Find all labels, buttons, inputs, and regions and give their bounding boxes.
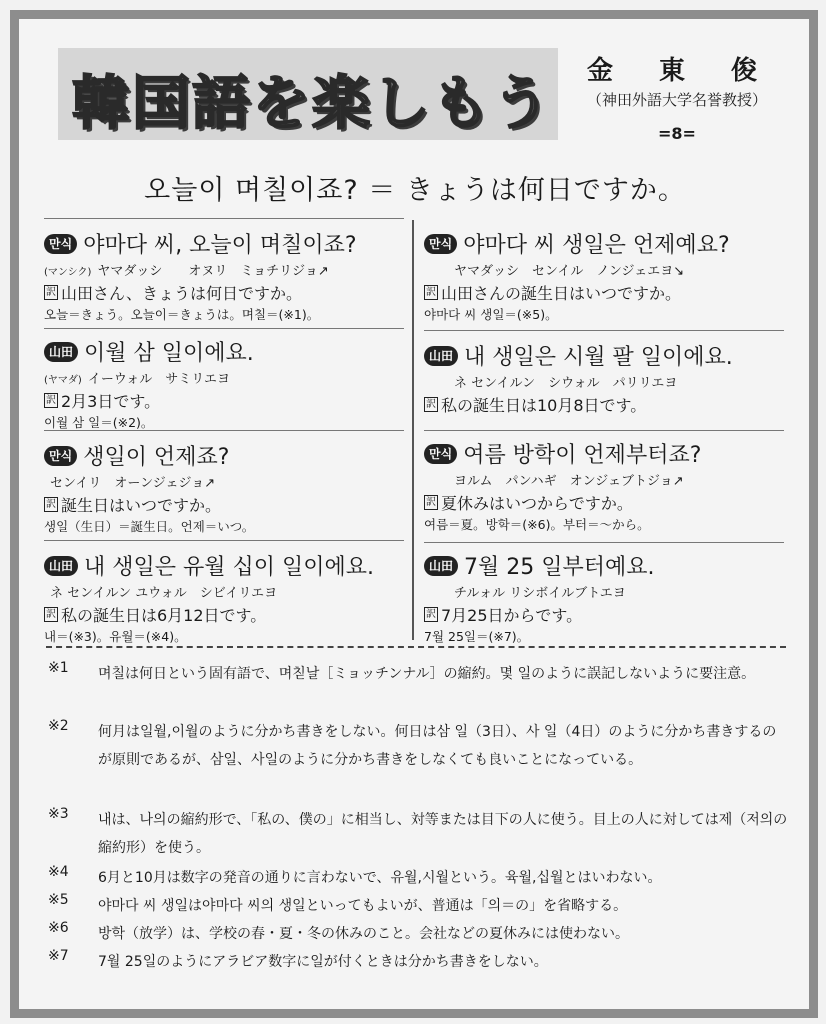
japanese-translation: 7月25日からです。: [441, 606, 583, 625]
footnote: [48, 718, 788, 774]
japanese-translation: 山田さん、きょうは何日ですか。: [61, 284, 302, 303]
vocab-note: 7월 25일＝(※7)。: [424, 629, 530, 644]
dialogue-block: [424, 438, 784, 533]
vocab-note: 내＝(※3)。유월＝(※4)。: [44, 629, 187, 644]
dialogue-block: [44, 550, 404, 645]
footnote-mark: ※4: [48, 864, 69, 880]
dialogue-block: [44, 440, 404, 535]
katakana-reading: ヨルム パンハギ オンジェブトジョ↗: [454, 474, 684, 489]
dialogue-block: [424, 228, 784, 323]
vocab-note: 이월 삼 일＝(※2)。: [44, 415, 154, 430]
japanese-translation: 2月3日です。: [61, 392, 161, 411]
divider: [44, 218, 404, 219]
dialogue-block: [44, 336, 404, 431]
speaker-badge: 만식: [44, 234, 77, 254]
footnote-text: 방학（放学）は、学校の春・夏・冬の休みのこと。会社などの夏休みには使わない。: [98, 926, 630, 942]
footnote-text: 6月と10月は数字の発音の通りに言わないで、유월,시월という。육월,십월とはいわない。: [98, 870, 662, 886]
vocab-note: 생일（生日）＝誕生日。언제＝いつ。: [44, 519, 255, 534]
footnote: [48, 864, 788, 892]
logo-text: 韓国語を楽しもう: [72, 69, 553, 137]
footnote: [48, 920, 788, 948]
author-name: 金 東 俊: [586, 56, 767, 86]
lesson-headline: 오늘이 며칠이죠? ＝ きょうは何日ですか。: [144, 175, 686, 206]
footnote-text: 야마다 씨 생일は야마다 씨의 생일といってもよいが、普通は「의＝の」を省略する。: [98, 898, 628, 914]
translation-mark: 訳: [46, 609, 56, 620]
speaker-badge: 山田: [424, 346, 458, 366]
vocab-note: 여름＝夏。방학＝(※6)。부터＝～から。: [424, 517, 650, 532]
translation-mark: 訳: [426, 287, 436, 298]
dialogue-block: [424, 340, 784, 416]
column-logo: [58, 48, 558, 140]
footnote: [48, 806, 788, 862]
issue-number: =8=: [658, 124, 696, 143]
footnote-mark: ※1: [48, 660, 69, 676]
speaker-reading: (ヤマダ): [44, 375, 82, 386]
katakana-reading: ヤマダッシ オヌリ ミョチリジョ↗: [97, 264, 329, 279]
katakana-reading: ネ センイルン ユウォル シビイリエヨ: [50, 586, 278, 601]
divider: [424, 542, 784, 543]
korean-line: 이월 삼 일이에요.: [84, 341, 254, 366]
dialogue-block: [424, 550, 784, 645]
speaker-reading: (マンシク): [44, 267, 92, 278]
speaker-badge: 만식: [44, 446, 77, 466]
footnote-mark: ※2: [48, 718, 69, 734]
footnote-separator: [46, 646, 786, 648]
korean-line: 내 생일은 유월 십이 일이에요.: [84, 555, 375, 580]
footnote-mark: ※3: [48, 806, 69, 822]
footnote-mark: ※6: [48, 920, 69, 936]
footnote-text: 내は、나의の縮約形で、「私の、僕の」に相当し、対等または目下の人に使う。目上の人に対しては제（저의の縮約形）を使う。: [98, 812, 788, 856]
japanese-translation: 私の誕生日は10月8日です。: [441, 396, 647, 415]
footnote-text: 며칠は何日という固有語で、며칟날［ミョッチンナル］の縮約。몇 일のように誤記しないように要注意。: [98, 666, 756, 682]
translation-mark: 訳: [426, 399, 436, 410]
translation-mark: 訳: [426, 497, 436, 508]
footnote: [48, 892, 788, 920]
footnote: [48, 660, 788, 688]
divider: [44, 430, 404, 431]
katakana-reading: チルォル リシボイルブトエヨ: [454, 586, 626, 601]
korean-line: 내 생일은 시월 팔 일이에요.: [464, 345, 733, 370]
speaker-badge: 만식: [424, 444, 457, 464]
author-affiliation: （神田外語大学名誉教授）: [586, 91, 767, 109]
japanese-translation: 山田さんの誕生日はいつですか。: [441, 284, 682, 303]
translation-mark: 訳: [426, 609, 436, 620]
katakana-reading: ヤマダッシ センイル ノンジェエヨ↘: [454, 264, 685, 279]
speaker-badge: 山田: [44, 342, 78, 362]
divider: [44, 328, 404, 329]
katakana-reading: ネ センイルン シウォル パリリエヨ: [454, 376, 678, 391]
divider: [424, 330, 784, 331]
korean-line: 7월 25 일부터예요.: [464, 555, 655, 580]
footnote-text: 何月は일월,이월のように分かち書きをしない。何日は삼 일（3日）、사 일（4日）のように分かち書きするのが原則であるが、삼일、사일のように分かち書きをしなくても良いことになっている。: [98, 724, 777, 768]
translation-mark: 訳: [46, 499, 56, 510]
divider: [424, 430, 784, 431]
katakana-reading: センイリ オーンジェジョ↗: [50, 476, 216, 491]
korean-line: 여름 방학이 언제부터죠?: [463, 443, 702, 468]
footnote-text: 7월 25일のようにアラビア数字に일が付くときは分かち書きをしない。: [98, 954, 548, 970]
speaker-badge: 만식: [424, 234, 457, 254]
footnote-mark: ※5: [48, 892, 69, 908]
footnote: [48, 948, 788, 976]
korean-line: 생일이 언제죠?: [83, 445, 230, 470]
japanese-translation: 誕生日はいつですか。: [61, 496, 222, 515]
speaker-badge: 山田: [424, 556, 458, 576]
divider: [44, 540, 404, 541]
translation-mark: 訳: [46, 395, 56, 406]
column-divider: [412, 220, 414, 640]
katakana-reading: イーウォル サミリエヨ: [87, 372, 231, 387]
korean-line: 야마다 씨 생일은 언제예요?: [463, 233, 730, 258]
dialogue-block: [44, 228, 404, 323]
footnote-mark: ※7: [48, 948, 69, 964]
japanese-translation: 私の誕生日は6月12日です。: [61, 606, 267, 625]
korean-line: 야마다 씨, 오늘이 며칠이죠?: [83, 233, 357, 258]
translation-mark: 訳: [46, 287, 56, 298]
vocab-note: 야마다 씨 생일＝(※5)。: [424, 307, 558, 322]
speaker-badge: 山田: [44, 556, 78, 576]
author-block: [572, 50, 782, 143]
japanese-translation: 夏休みはいつからですか。: [441, 494, 633, 513]
vocab-note: 오늘＝きょう。오늘이＝きょうは。며칠＝(※1)。: [44, 307, 320, 322]
